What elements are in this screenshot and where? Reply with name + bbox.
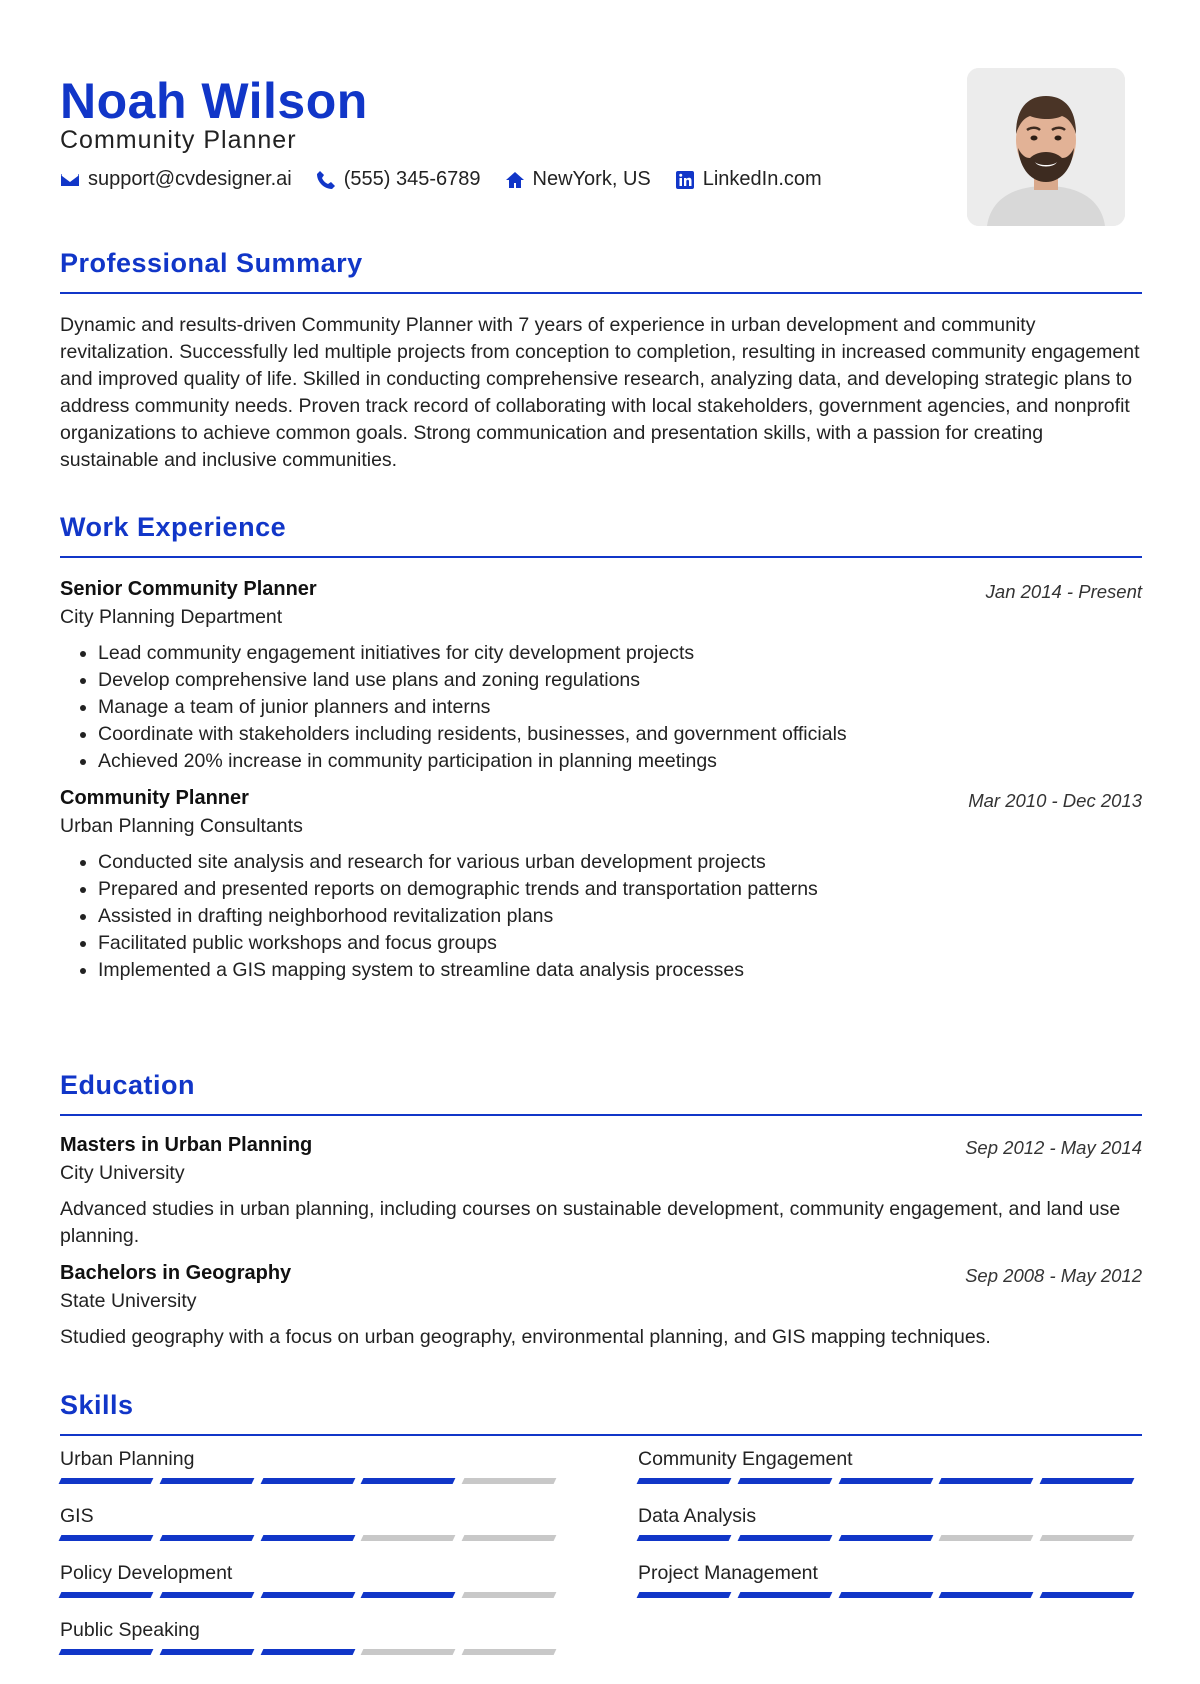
home-icon bbox=[505, 170, 525, 190]
skill-segment-filled bbox=[159, 1592, 254, 1598]
job-header bbox=[60, 787, 1142, 813]
job-date: Mar 2010 - Dec 2013 bbox=[968, 790, 1142, 811]
skill-name: Urban Planning bbox=[60, 1448, 195, 1470]
list-item: Develop comprehensive land use plans and zoning regulations bbox=[60, 667, 1142, 694]
list-item: Coordinate with stakeholders including residents, businesses, and government officials bbox=[60, 721, 1142, 748]
skill-item bbox=[60, 1619, 564, 1655]
skill-rating-bar bbox=[638, 1535, 1142, 1541]
job-entry bbox=[60, 578, 1142, 775]
summary-section bbox=[60, 248, 1142, 474]
summary-text: Dynamic and results-driven Community Planner with 7 years of experience in urban development and community revitalization. Successfully led multiple projects from conception to completion, resulting in increased community engagement and improved quality of life. Skilled in conducting comprehensive research, analyzing data, and developing strategic plans to address community needs. Proven track record of collaborating with local stakeholders, government agencies, and nonprofit organizations to achieve common goals. Strong communication and presentation skills, with a passion for creating sustainable and inclusive communities. bbox=[60, 314, 1140, 471]
job-org: Urban Planning Consultants bbox=[60, 815, 303, 837]
skill-segment-filled bbox=[260, 1535, 355, 1541]
skill-rating-bar bbox=[60, 1592, 564, 1598]
list-item: Implemented a GIS mapping system to streamline data analysis processes bbox=[60, 957, 1142, 984]
job-role: Senior Community Planner bbox=[60, 578, 317, 600]
skill-segment-filled bbox=[159, 1535, 254, 1541]
skill-segment-filled bbox=[59, 1535, 154, 1541]
education-section bbox=[60, 1070, 1142, 1351]
skill-segment-filled bbox=[59, 1592, 154, 1598]
skill-segment-empty bbox=[361, 1535, 456, 1541]
skill-rating-bar bbox=[60, 1535, 564, 1541]
skills-section bbox=[60, 1390, 1142, 1676]
skill-segment-filled bbox=[838, 1535, 933, 1541]
school-name: City University bbox=[60, 1162, 185, 1184]
skill-segment-filled bbox=[939, 1478, 1034, 1484]
skill-name: Project Management bbox=[638, 1562, 818, 1584]
contact-bar bbox=[60, 168, 846, 191]
skill-segment-filled bbox=[939, 1592, 1034, 1598]
profile-photo bbox=[967, 68, 1125, 226]
skill-rating-bar bbox=[60, 1478, 564, 1484]
skill-segment-filled bbox=[637, 1592, 732, 1598]
linkedin-text: LinkedIn.com bbox=[702, 168, 822, 190]
contact-linkedin[interactable] bbox=[675, 168, 822, 191]
experience-heading: Work Experience bbox=[60, 512, 287, 542]
job-role: Community Planner bbox=[60, 787, 249, 809]
skill-segment-empty bbox=[462, 1535, 557, 1541]
email-text: support@cvdesigner.ai bbox=[88, 168, 292, 190]
resume-header bbox=[60, 60, 1140, 250]
list-item: Conducted site analysis and research for various urban development projects bbox=[60, 849, 1142, 876]
skill-segment-empty bbox=[361, 1649, 456, 1655]
job-header bbox=[60, 578, 1142, 604]
candidate-name: Noah Wilson bbox=[60, 73, 368, 129]
section-divider bbox=[60, 556, 1142, 558]
education-heading: Education bbox=[60, 1070, 196, 1100]
skill-segment-filled bbox=[737, 1478, 832, 1484]
phone-icon bbox=[316, 170, 336, 190]
contact-phone[interactable] bbox=[316, 168, 481, 191]
skill-name: Data Analysis bbox=[638, 1505, 757, 1527]
skill-segment-filled bbox=[1040, 1478, 1135, 1484]
skill-segment-filled bbox=[260, 1649, 355, 1655]
contact-email[interactable] bbox=[60, 168, 292, 191]
experience-section bbox=[60, 512, 1142, 984]
skill-segment-empty bbox=[939, 1535, 1034, 1541]
candidate-title: Community Planner bbox=[60, 126, 297, 154]
skill-segment-filled bbox=[59, 1478, 154, 1484]
education-date: Sep 2008 - May 2012 bbox=[965, 1265, 1142, 1286]
skill-name: Policy Development bbox=[60, 1562, 233, 1584]
list-item: Prepared and presented reports on demographic trends and transportation patterns bbox=[60, 876, 1142, 903]
envelope-icon bbox=[60, 170, 80, 190]
degree-name: Masters in Urban Planning bbox=[60, 1134, 313, 1156]
education-description: Advanced studies in urban planning, including courses on sustainable development, community engagement, and land use planning. bbox=[60, 1198, 1121, 1247]
education-header bbox=[60, 1134, 1142, 1160]
skill-item bbox=[638, 1562, 1142, 1598]
contact-location bbox=[505, 168, 651, 191]
job-bullets bbox=[60, 849, 1142, 984]
skill-segment-filled bbox=[1040, 1592, 1135, 1598]
skill-segment-filled bbox=[361, 1478, 456, 1484]
skill-segment-filled bbox=[159, 1478, 254, 1484]
skill-segment-filled bbox=[637, 1535, 732, 1541]
skill-item bbox=[60, 1448, 564, 1484]
skills-grid bbox=[60, 1448, 1142, 1676]
list-item: Achieved 20% increase in community participation in planning meetings bbox=[60, 748, 1142, 775]
skill-item bbox=[60, 1562, 564, 1598]
job-org: City Planning Department bbox=[60, 606, 283, 628]
job-entry bbox=[60, 787, 1142, 984]
education-header bbox=[60, 1262, 1142, 1288]
list-item: Manage a team of junior planners and interns bbox=[60, 694, 1142, 721]
skill-rating-bar bbox=[638, 1478, 1142, 1484]
list-item: Lead community engagement initiatives for city development projects bbox=[60, 640, 1142, 667]
skill-segment-empty bbox=[462, 1592, 557, 1598]
skill-rating-bar bbox=[638, 1592, 1142, 1598]
section-divider bbox=[60, 1114, 1142, 1116]
skill-segment-filled bbox=[260, 1478, 355, 1484]
location-text: NewYork, US bbox=[532, 168, 651, 190]
skill-segment-filled bbox=[159, 1649, 254, 1655]
skill-segment-empty bbox=[1040, 1535, 1135, 1541]
avatar-illustration bbox=[967, 68, 1125, 226]
skill-segment-filled bbox=[737, 1592, 832, 1598]
list-item: Facilitated public workshops and focus groups bbox=[60, 930, 1142, 957]
skill-item bbox=[60, 1505, 564, 1541]
education-entry bbox=[60, 1134, 1142, 1250]
skill-segment-empty bbox=[462, 1478, 557, 1484]
degree-name: Bachelors in Geography bbox=[60, 1262, 292, 1284]
skill-segment-filled bbox=[737, 1535, 832, 1541]
skill-segment-filled bbox=[838, 1592, 933, 1598]
skill-item bbox=[638, 1505, 1142, 1541]
list-item: Assisted in drafting neighborhood revitalization plans bbox=[60, 903, 1142, 930]
phone-text: (555) 345-6789 bbox=[343, 168, 481, 190]
skill-segment-filled bbox=[838, 1478, 933, 1484]
skill-segment-filled bbox=[59, 1649, 154, 1655]
education-description: Studied geography with a focus on urban geography, environmental planning, and GIS mapping techniques. bbox=[60, 1326, 991, 1348]
job-date: Jan 2014 - Present bbox=[985, 581, 1142, 602]
skill-name: Public Speaking bbox=[60, 1619, 200, 1641]
skill-rating-bar bbox=[60, 1649, 564, 1655]
summary-heading: Professional Summary bbox=[60, 248, 363, 278]
skill-segment-filled bbox=[637, 1478, 732, 1484]
education-entry bbox=[60, 1262, 1142, 1351]
skill-item bbox=[638, 1448, 1142, 1484]
section-divider bbox=[60, 1434, 1142, 1436]
skill-segment-filled bbox=[361, 1592, 456, 1598]
linkedin-icon bbox=[675, 170, 695, 190]
skill-segment-filled bbox=[260, 1592, 355, 1598]
section-divider bbox=[60, 292, 1142, 294]
skill-segment-empty bbox=[462, 1649, 557, 1655]
education-date: Sep 2012 - May 2014 bbox=[965, 1137, 1142, 1158]
school-name: State University bbox=[60, 1290, 197, 1312]
job-bullets bbox=[60, 640, 1142, 775]
skills-heading: Skills bbox=[60, 1390, 134, 1420]
skill-name: GIS bbox=[60, 1505, 94, 1527]
skill-name: Community Engagement bbox=[638, 1448, 853, 1470]
